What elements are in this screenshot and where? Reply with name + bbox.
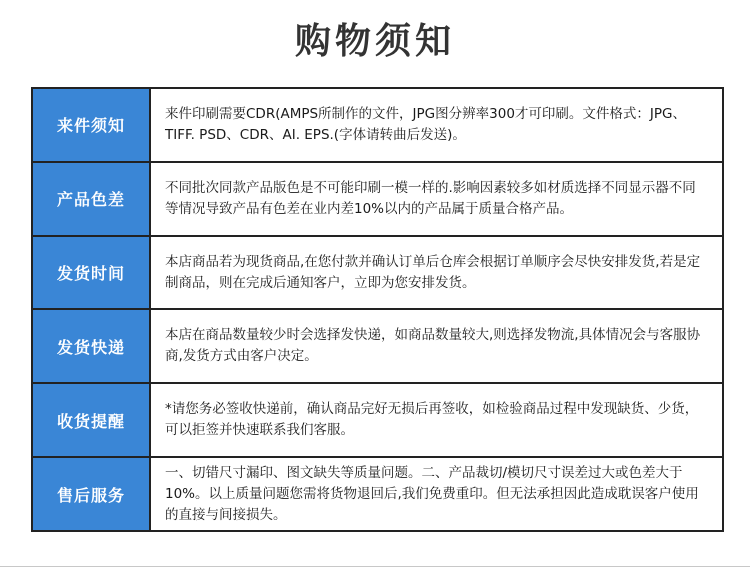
row-text: 来件印刷需要CDR(AMPS所制作的文件，JPG图分辨率300才可印刷。文件格式：JPG、TIFF. PSD、CDR、AI. EPS.(字体请转曲后发送)。 [165,105,686,143]
notice-table [31,87,724,532]
row-content [151,237,722,309]
row-content [151,163,722,235]
row-label: 收货提醒 [33,384,151,456]
row-text: 本店在商品数量较少时会选择发快递，如商品数量较大,则选择发物流,具体情况会与客服协商,发货方式由客户决定。 [165,327,701,365]
notice-row-receipt-reminder [33,384,722,458]
row-text: 本店商品若为现货商品,在您付款并确认订单后仓库会根据订单顺序会尽快安排发货,若是定制商品，则在完成后通知客户，立即为您安排发货。 [165,253,701,291]
page-title: 购物须知 [294,21,455,62]
notice-row-incoming-files [33,89,722,163]
row-label: 发货时间 [33,237,151,309]
notice-row-color-difference [33,163,722,237]
row-label: 产品色差 [33,163,151,235]
row-content [151,310,722,382]
row-content [151,89,722,161]
notice-row-after-sales [33,458,722,530]
row-text: 不同批次同款产品版色是不可能印刷一模一样的.影响因素较多如材质选择不同显示器不同等情况导致产品有色差在业内差10%以内的产品属于质量合格产品。 [165,179,696,217]
bottom-divider [0,566,750,567]
row-label: 发货快递 [33,310,151,382]
notice-row-shipping-courier [33,310,722,384]
row-text: 一、切错尺寸漏印、图文缺失等质量问题。二、产品裁切/模切尺寸误差过大或色差大于10%。以上质量问题您需将货物退回后,我们免费重印。但无法承担因此造成耽误客户使用的直接与间接损失。 [165,464,699,523]
row-label: 来件须知 [33,89,151,161]
row-label: 售后服务 [33,458,151,530]
row-content [151,458,722,530]
row-content [151,384,722,456]
row-text: *请您务必签收快递前，确认商品完好无损后再签收，如检验商品过程中发现缺货、少货，可以拒签并快速联系我们客服。 [165,401,699,439]
notice-row-shipping-time [33,237,722,311]
